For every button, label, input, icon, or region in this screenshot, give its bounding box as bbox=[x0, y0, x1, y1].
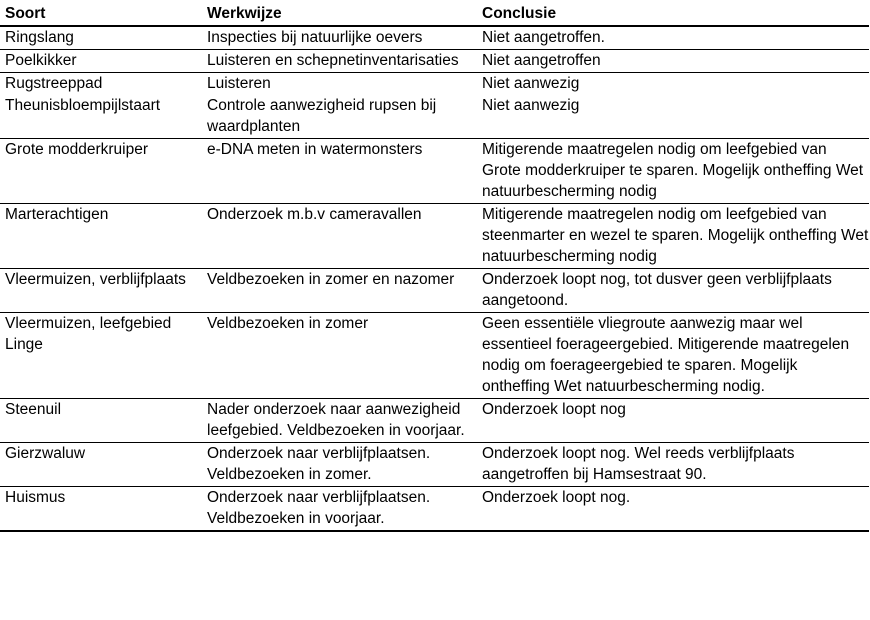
cell-conclusie: Niet aangetroffen. bbox=[482, 29, 605, 46]
cell-soort: Theunisbloempijlstaart bbox=[5, 97, 161, 114]
cell-soort: Marterachtigen bbox=[5, 206, 109, 223]
cell-conclusie: Niet aanwezig bbox=[482, 75, 580, 92]
table-row bbox=[0, 269, 869, 313]
table-row bbox=[0, 139, 869, 204]
table-row bbox=[0, 73, 869, 96]
cell-conclusie: Niet aangetroffen bbox=[482, 52, 601, 69]
table-row bbox=[0, 313, 869, 399]
cell-werkwijze: Controle aanwezigheid rupsen bij waardplanten bbox=[207, 97, 437, 135]
table-row bbox=[0, 95, 869, 139]
cell-soort: Vleermuizen, leefgebied Linge bbox=[5, 315, 172, 353]
cell-conclusie: Onderzoek loopt nog, tot dusver geen verblijfplaats aangetoond. bbox=[482, 271, 832, 309]
cell-soort: Rugstreeppad bbox=[5, 75, 103, 92]
table-row bbox=[0, 399, 869, 443]
species-table bbox=[0, 3, 869, 532]
cell-werkwijze: Onderzoek naar verblijfplaatsen. Veldbezoeken in zomer. bbox=[207, 445, 431, 483]
header-werkwijze: Werkwijze bbox=[207, 5, 282, 22]
cell-conclusie: Mitigerende maatregelen nodig om leefgebied van steenmarter en wezel te sparen. Mogelijk ontheffing Wet natuurbescherming nodig bbox=[482, 206, 869, 265]
cell-conclusie: Niet aanwezig bbox=[482, 97, 580, 114]
cell-werkwijze: Veldbezoeken in zomer en nazomer bbox=[207, 271, 455, 288]
cell-werkwijze: Luisteren bbox=[207, 75, 271, 92]
cell-soort: Grote modderkruiper bbox=[5, 141, 149, 158]
cell-soort: Huismus bbox=[5, 489, 66, 506]
cell-soort: Gierzwaluw bbox=[5, 445, 86, 462]
table-row bbox=[0, 204, 869, 269]
header-soort: Soort bbox=[5, 5, 46, 22]
cell-werkwijze: e-DNA meten in watermonsters bbox=[207, 141, 423, 158]
cell-werkwijze: Luisteren en schepnetinventarisaties bbox=[207, 52, 459, 69]
cell-werkwijze: Inspecties bij natuurlijke oevers bbox=[207, 29, 423, 46]
cell-conclusie: Geen essentiële vliegroute aanwezig maar wel essentieel foerageergebied. Mitigerende maatregelen nodig om foerageergebied te sparen. Mogelijk ontheffing Wet natuurbescherming nodig. bbox=[482, 315, 850, 395]
table-header-row bbox=[0, 3, 869, 26]
cell-conclusie: Onderzoek loopt nog bbox=[482, 401, 626, 418]
cell-conclusie: Onderzoek loopt nog. bbox=[482, 489, 631, 506]
cell-soort: Ringslang bbox=[5, 29, 74, 46]
cell-werkwijze: Veldbezoeken in zomer bbox=[207, 315, 369, 332]
table-row bbox=[0, 50, 869, 73]
table-row bbox=[0, 26, 869, 50]
table-row bbox=[0, 443, 869, 487]
cell-soort: Vleermuizen, verblijfplaats bbox=[5, 271, 186, 288]
cell-werkwijze: Onderzoek naar verblijfplaatsen. Veldbezoeken in voorjaar. bbox=[207, 489, 431, 527]
cell-soort: Poelkikker bbox=[5, 52, 77, 69]
table-row bbox=[0, 487, 869, 532]
cell-werkwijze: Nader onderzoek naar aanwezigheid leefgebied. Veldbezoeken in voorjaar. bbox=[207, 401, 465, 439]
cell-soort: Steenuil bbox=[5, 401, 62, 418]
cell-conclusie: Mitigerende maatregelen nodig om leefgebied van Grote modderkruiper te sparen. Mogelijk ontheffing Wet natuurbescherming nodig bbox=[482, 141, 864, 200]
cell-conclusie: Onderzoek loopt nog. Wel reeds verblijfplaats aangetroffen bij Hamsestraat 90. bbox=[482, 445, 795, 483]
cell-werkwijze: Onderzoek m.b.v cameravallen bbox=[207, 206, 422, 223]
header-conclusie: Conclusie bbox=[482, 5, 557, 22]
